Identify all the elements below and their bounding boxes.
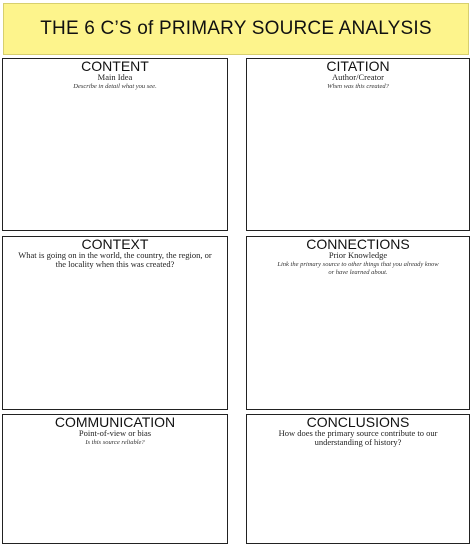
content-prompt: Describe in detail what you see. [73,83,157,90]
citation-box[interactable] [246,58,470,231]
context-subtitle: What is going on in the world, the country, the region, or the locality when this was created? [18,250,212,269]
connections-subtitle: Prior Knowledge [328,250,388,260]
connections-title: CONNECTIONS [306,236,410,252]
page-title: THE 6 C’S of PRIMARY SOURCE ANALYSIS [40,18,432,39]
content-title: CONTENT [81,58,149,74]
citation-subtitle: Author/Creator [332,72,384,82]
context-title: CONTEXT [81,236,149,252]
conclusions-subtitle: How does the primary source contribute to our understanding of history? [278,428,438,447]
communication-box[interactable] [2,414,228,544]
communication-subtitle: Point-of-view or bias [78,428,152,438]
communication-prompt: Is this source reliable? [85,439,145,446]
content-box[interactable] [2,58,228,231]
title-banner [3,3,469,55]
citation-prompt: When was this created? [327,83,389,90]
connections-prompt: Link the primary source to other things that you already know or have learned about. [277,261,439,276]
conclusions-title: CONCLUSIONS [306,414,410,430]
content-subtitle: Main Idea [97,72,133,82]
citation-title: CITATION [326,58,390,74]
communication-title: COMMUNICATION [54,414,176,430]
conclusions-box[interactable] [246,414,470,544]
connections-box[interactable] [246,236,470,410]
context-box[interactable] [2,236,228,410]
